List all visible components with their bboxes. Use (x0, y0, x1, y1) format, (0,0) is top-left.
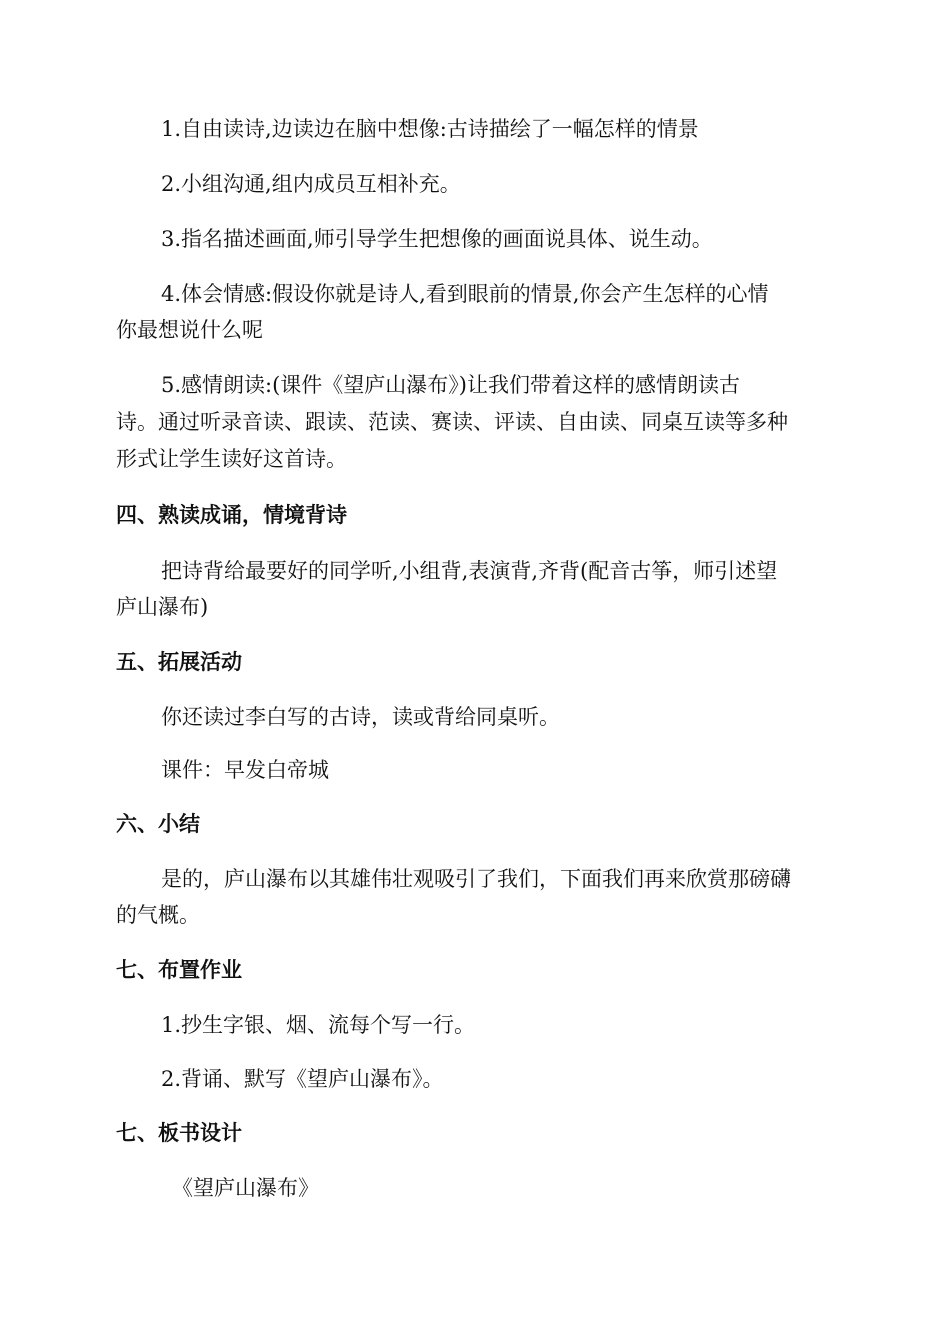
summary-text: 是的，庐山瀑布以其雄伟壮观吸引了我们，下面我们再来欣赏那磅礴 (161, 867, 791, 891)
section-heading-7-homework: 七、布置作业 (116, 958, 242, 982)
step-5-text: 5.感情朗读:(课件《望庐山瀑布》)让我们带着这样的感情朗读古 (161, 373, 740, 397)
step-5-continuation-1: 诗。通过听录音读、跟读、范读、赛读、评读、自由读、同桌互读等多种 (116, 410, 788, 434)
step-5-continuation-2: 形式让学生读好这首诗。 (116, 447, 347, 471)
board-title-text: 《望庐山瀑布》 (172, 1176, 319, 1200)
recite-text: 把诗背给最要好的同学听,小组背,表演背,齐背(配音古筝，师引述望 (161, 559, 778, 583)
extension-text: 你还读过李白写的古诗，读或背给同桌听。 (161, 705, 560, 729)
step-4-text: 4.体会情感:假设你就是诗人,看到眼前的情景,你会产生怎样的心情 (161, 282, 769, 306)
homework-2-text: 2.背诵、默写《望庐山瀑布》。 (161, 1067, 444, 1091)
step-1-text: 1.自由读诗,边读边在脑中想像:古诗描绘了一幅怎样的情景 (161, 117, 699, 141)
summary-continuation: 的气概。 (116, 903, 200, 927)
recite-continuation: 庐山瀑布) (116, 595, 209, 619)
courseware-text: 课件：早发白帝城 (161, 758, 329, 782)
step-4-continuation: 你最想说什么呢 (116, 318, 263, 342)
section-heading-7-board: 七、板书设计 (116, 1121, 242, 1145)
step-2-text: 2.小组沟通,组内成员互相补充。 (161, 172, 461, 196)
step-3-text: 3.指名描述画面,师引导学生把想像的画面说具体、说生动。 (161, 227, 713, 251)
homework-1-text: 1.抄生字银、烟、流每个写一行。 (161, 1013, 476, 1037)
section-heading-4: 四、熟读成诵，情境背诗 (116, 503, 347, 527)
section-heading-5: 五、拓展活动 (116, 650, 242, 674)
section-heading-6: 六、小结 (116, 812, 200, 836)
